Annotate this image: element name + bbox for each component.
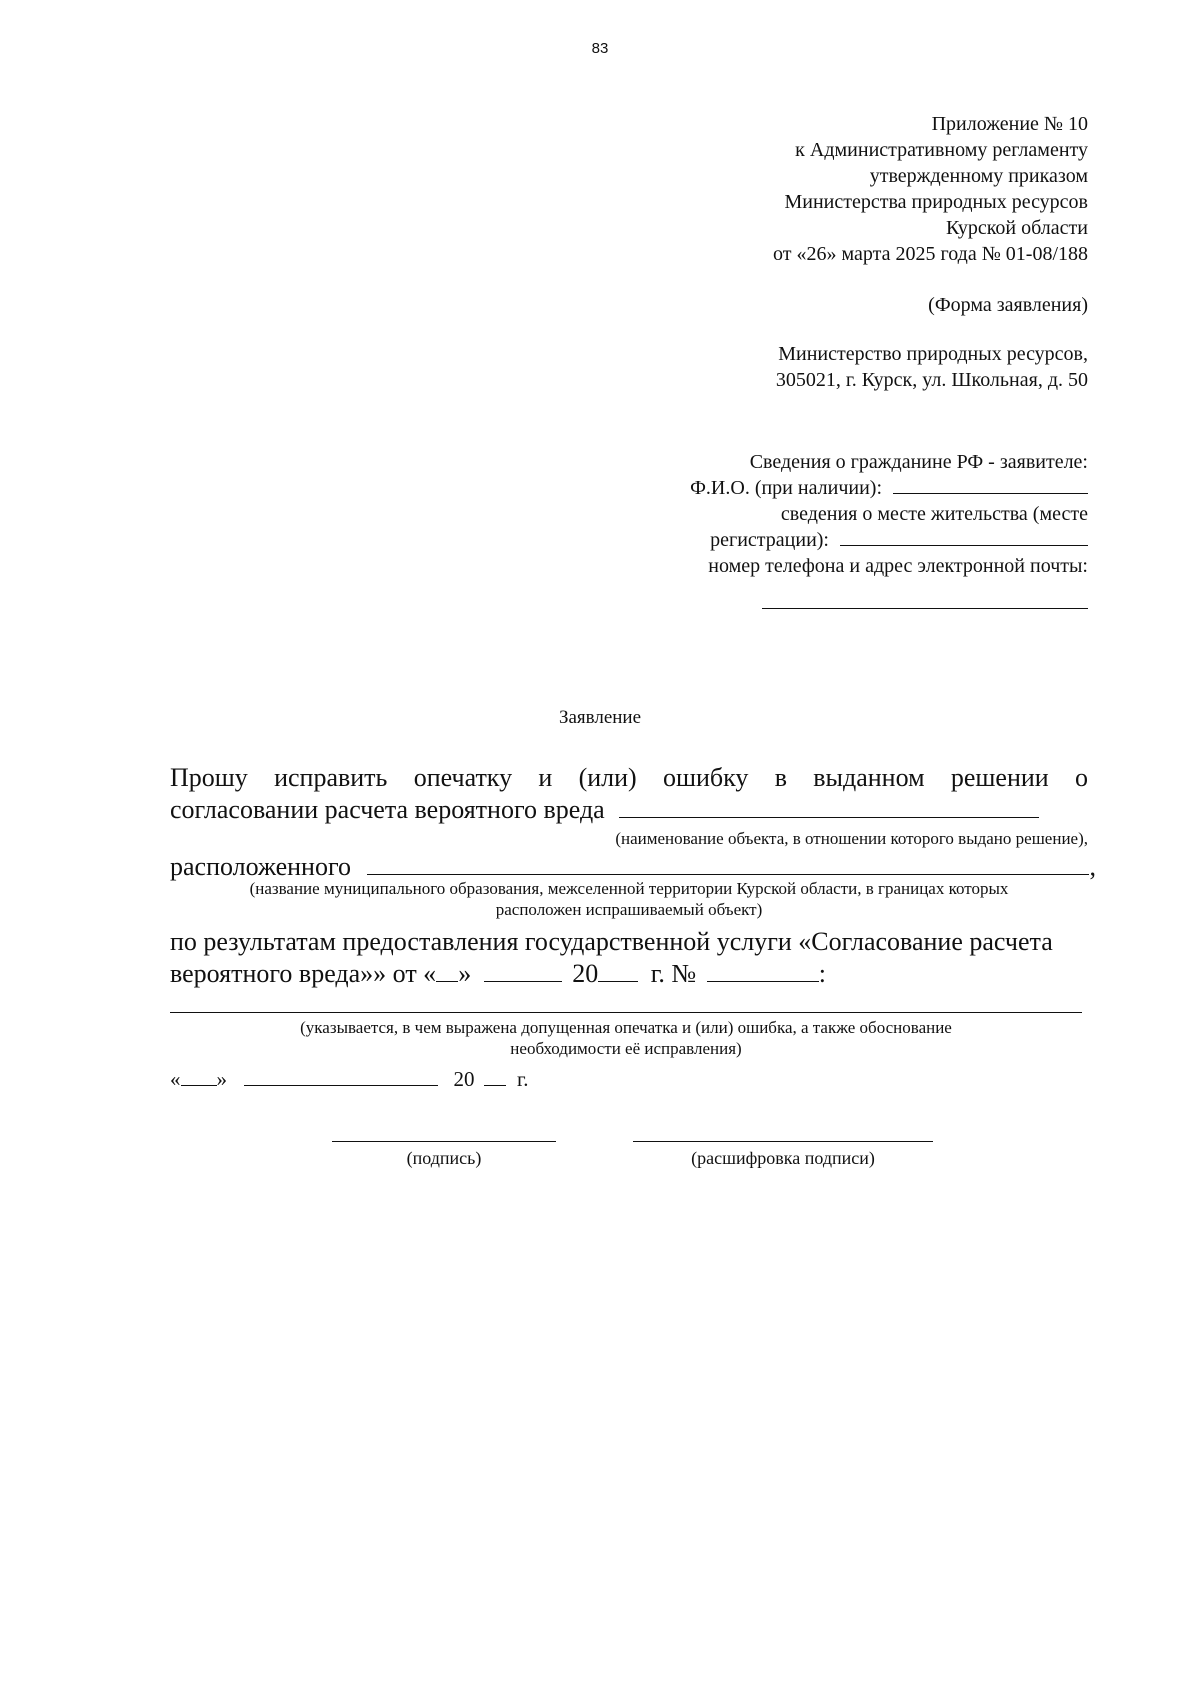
body-word: и [538, 763, 553, 792]
residence-row [690, 527, 1088, 553]
number-field[interactable] [707, 961, 819, 982]
year-field[interactable] [598, 961, 638, 982]
error-description-caption [170, 1017, 1082, 1059]
annex-block [773, 111, 1088, 267]
body-line-5 [170, 959, 1088, 989]
signature-decode-field[interactable] [633, 1141, 933, 1142]
object-name-caption: (наименование объекта, в отношении которого выдано решение), [615, 829, 1088, 848]
caption-line: (указывается, в чем выражена допущенная опечатка и (или) ошибка, а также обоснование [300, 1018, 952, 1037]
caption-line: (название муниципального образования, межселенной территории Курской области, в границах которых [249, 879, 1009, 898]
residence-label: сведения о месте жительства (месте [780, 503, 1088, 525]
annex-line: к Административному регламенту [795, 139, 1088, 161]
date-day-field[interactable] [181, 1065, 217, 1086]
date-year-field[interactable] [484, 1065, 506, 1086]
day-field[interactable] [436, 961, 458, 982]
annex-line: Приложение № 10 [931, 113, 1088, 135]
annex-line: утвержденному приказом [869, 165, 1088, 187]
signature-decode-caption: (расшифровка подписи) [691, 1148, 875, 1168]
colon: : [818, 959, 826, 988]
addressee-line: 305021, г. Курск, ул. Школьная, д. 50 [775, 369, 1088, 391]
annex-line: от «26» марта 2025 года № 01-08/188 [773, 243, 1088, 265]
caption-line: расположен испрашиваемый объект) [495, 900, 763, 919]
body-line-2 [170, 795, 1088, 825]
addressee-block [776, 341, 1088, 393]
signature-field[interactable] [332, 1141, 556, 1142]
error-description-field[interactable] [170, 1012, 1082, 1013]
fio-row [690, 475, 1088, 501]
body-text: вероятного вреда»» от « [170, 959, 437, 988]
body-word: в [774, 763, 787, 792]
applicant-block [690, 449, 1088, 579]
page-number: 83 [591, 40, 609, 57]
comma: , [1089, 852, 1096, 881]
form-type-label: (Форма заявления) [928, 294, 1088, 316]
body-word: о [1074, 763, 1088, 792]
body-line-4: по результатам предоставления государственной услуги «Согласование расчета [170, 927, 1053, 956]
fio-label: Ф.И.О. (при наличии): [690, 477, 882, 499]
annex-line: Курской области [946, 217, 1088, 239]
contact-field[interactable] [762, 608, 1088, 609]
residence-label-2: регистрации): [710, 529, 829, 551]
caption-line: необходимости её исправления) [510, 1039, 742, 1058]
quote-open: « [170, 1067, 181, 1091]
body-word: ошибку [662, 763, 749, 792]
date-line [170, 1065, 529, 1092]
body-word: (или) [578, 763, 637, 792]
body-word: исправить [274, 763, 388, 792]
municipality-caption [170, 878, 1088, 920]
addressee-line: Министерство природных ресурсов, [778, 343, 1088, 365]
municipality-field[interactable] [367, 854, 1089, 875]
quote-close: » [216, 1067, 227, 1091]
object-name-field[interactable] [619, 797, 1039, 818]
date-month-field[interactable] [244, 1065, 438, 1086]
body-word: Прошу [170, 763, 248, 792]
applicant-heading: Сведения о гражданине РФ - заявителе: [749, 451, 1088, 473]
body-text: согласовании расчета вероятного вреда [170, 795, 605, 824]
residence-field[interactable] [840, 527, 1088, 546]
number-label: г. № [650, 959, 697, 988]
body-text: расположенного [170, 852, 351, 881]
signature-caption: (подпись) [406, 1148, 482, 1168]
year-prefix: 20 [453, 1067, 475, 1091]
contact-label: номер телефона и адрес электронной почты: [708, 555, 1088, 577]
body-word: опечатку [413, 763, 513, 792]
annex-line: Министерства природных ресурсов [784, 191, 1088, 213]
fio-field[interactable] [893, 475, 1088, 494]
year-suffix: г. [517, 1067, 529, 1091]
body-word: выданном [813, 763, 925, 792]
body-line-1 [170, 763, 1088, 793]
document-title: Заявление [558, 707, 642, 728]
month-field[interactable] [484, 961, 562, 982]
year-prefix: 20 [572, 959, 599, 988]
body-word: решении [950, 763, 1049, 792]
quote-close: » [458, 959, 472, 988]
